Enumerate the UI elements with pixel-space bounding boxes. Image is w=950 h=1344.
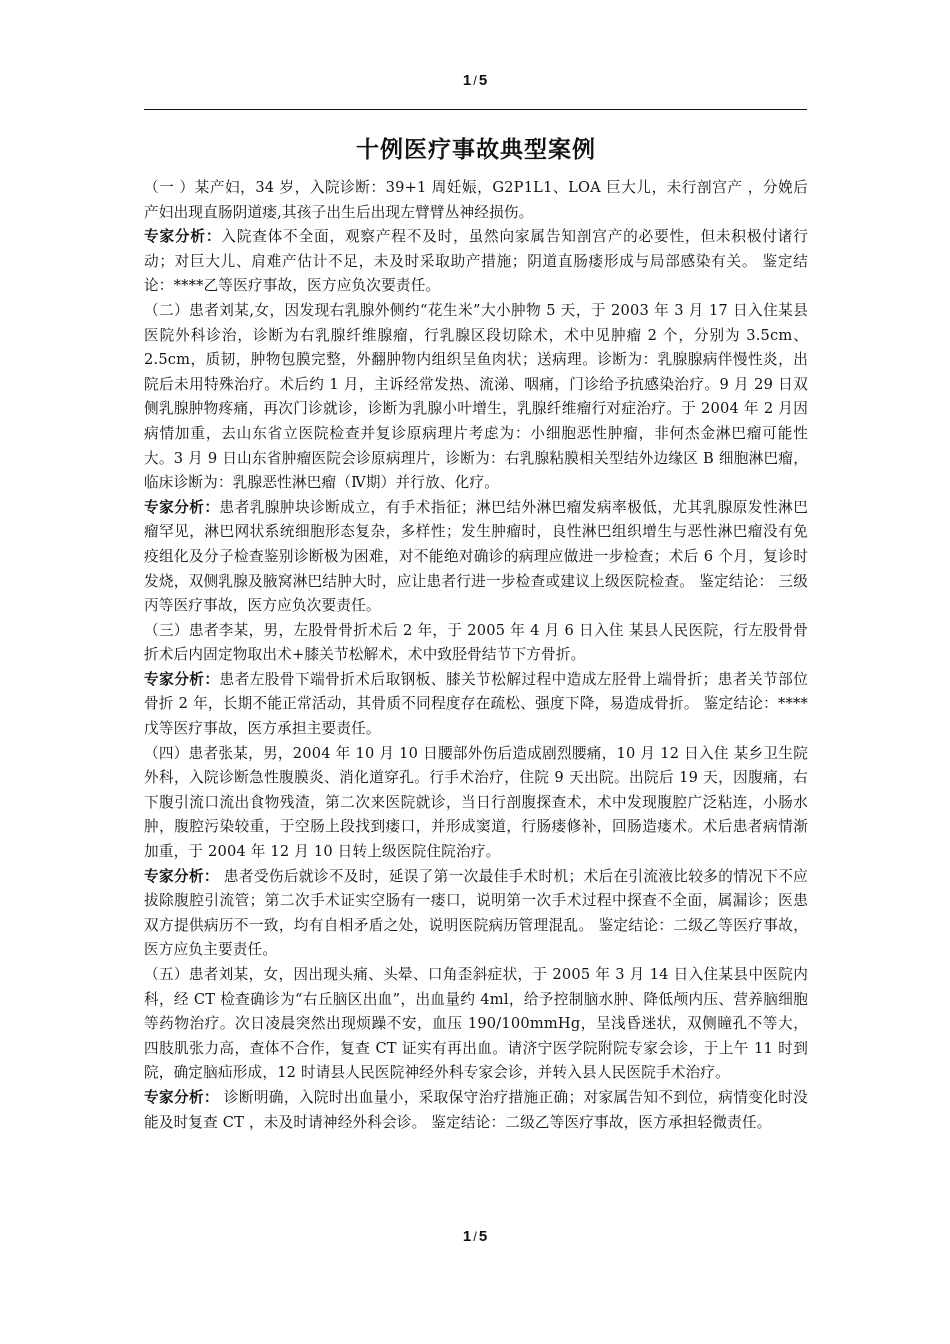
case-description: （五）患者刘某，女，因出现头痛、头晕、口角歪斜症状，于 2005 年 3 月 14 日入住某县中医院内科，经 CT 检查确诊为“右丘脑区出血”，出血量约 4ml，给予控制脑水肿、降低颅内压、营养脑细胞等药物治疗。次日凌晨突然出现烦躁不安，血压 190/100mmHg，呈浅昏迷状，双侧瞳孔不等大，四肢肌张力高，查体不合作，复查 CT 证实有再出血。请济宁医学院附院专家会诊，于上午 11 时到院，确定脑疝形成，12 时请县人民医院神经外科专家会诊，并转入县人民医院手术治疗。 [144,966,808,1082]
case-1 [144,176,808,299]
header-page-current: 1 [462,72,472,89]
header-rule [144,109,807,110]
case-5 [144,963,808,1135]
case-analysis [144,668,808,742]
analysis-label: 专家分析： [144,670,220,688]
analysis-label: 专家分析： [144,498,220,516]
case-4 [144,742,808,963]
footer-page-current: 1 [462,1228,472,1245]
analysis-label: 专家分析： [144,867,219,885]
analysis-label: 专家分析： [144,1088,219,1106]
footer-page-separator: / [473,1229,477,1244]
footer-page-number [0,1228,950,1245]
case-2 [144,299,808,619]
document-title: 十例医疗事故典型案例 [356,137,596,163]
document-body [144,128,808,1135]
case-analysis [144,225,808,299]
analysis-text: 诊断明确，入院时出血量小，采取保守治疗措施正确；对家属告知不到位，病情变化时没能及时复查 CT ，未及时请神经外科会诊。 鉴定结论：二级乙等医疗事故，医方承担轻微责任。 [144,1088,808,1131]
case-description: （三）患者李某，男，左股骨骨折术后 2 年，于 2005 年 4 月 6 日入住 某县人民医院，行左股骨骨折术后内固定物取出术+膝关节松解术，术中致胫骨结节下方骨折。 [144,621,808,664]
case-3 [144,619,808,742]
case-analysis [144,1086,808,1135]
case-description: （一 ）某产妇，34 岁，入院诊断：39+1 周妊娠，G2P1L1、LOA 巨大儿，未行剖宫产 ，分娩后产妇出现直肠阴道瘘,其孩子出生后出现左臂臂丛神经损伤。 [144,179,808,221]
header-page-total: 5 [478,72,488,89]
analysis-text: 患者左股骨下端骨折术后取钢板、膝关节松解过程中造成左胫骨上端骨折；患者关节部位骨折 2 年，长期不能正常活动，其骨质不同程度存在疏松、强度下降，易造成骨折。 鉴定结论：****戊等医疗事故，医方承担主要责任。 [144,670,808,738]
analysis-text: 患者受伤后就诊不及时，延误了第一次最佳手术时机；术后在引流液比较多的情况下不应拔除腹腔引流管；第二次手术证实空肠有一瘘口，说明第一次手术过程中探查不全面，属漏诊；医患双方提供病历不一致，均有自相矛盾之处，说明医院病历管理混乱。 鉴定结论：二级乙等医疗事故，医方应负主要责任。 [144,867,808,959]
case-analysis [144,496,808,619]
case-description: （四）患者张某，男，2004 年 10 月 10 日腰部外伤后造成剧烈腰痛，10 月 12 日入住 某乡卫生院外科，入院诊断急性腹膜炎、消化道穿孔。行手术治疗，住院 9 天出院。出院后 19 天，因腹痛，右下腹引流口流出食物残渣，第二次来医院就诊，当日行剖腹探查术，术中发现腹腔广泛粘连，小肠水肿，腹腔污染较重，于空肠上段找到瘘口，并形成窦道，行肠瘘修补，回肠造瘘术。术后患者病情渐加重，于 2004 年 12 月 10 日转上级医院住院治疗。 [144,744,808,861]
analysis-text: 入院查体不全面，观察产程不及时，虽然向家属告知剖宫产的必要性，但未积极付诸行动；对巨大儿、肩难产估计不足，未及时采取助产措施；阴道直肠瘘形成与局部感染有关。 鉴定结论：****乙等医疗事故，医方应负次要责任。 [144,228,808,295]
header-page-number [0,72,950,89]
case-description: （二）患者刘某,女，因发现右乳腺外侧约“花生米”大小肿物 5 天，于 2003 年 3 月 17 日入住某县医院外科诊治，诊断为右乳腺纤维腺瘤，行乳腺区段切除术，术中见肿瘤 2 个，分别为 3.5cm、2.5cm，质韧，肿物包膜完整，外翻肿物内组织呈鱼肉状；送病理。诊断为：乳腺腺病伴慢性炎，出院后未用特殊治疗。术后约 1 月，主诉经常发热、流涕、咽痛，门诊给予抗感染治疗。9 月 29 日双侧乳腺肿物疼痛，再次门诊就诊，诊断为乳腺小叶增生，乳腺纤维瘤行对症治疗。于 2004 年 2 月因病情加重，去山东省立医院检查并复诊原病理片考虑为：小细胞恶性肿瘤，非何杰金淋巴瘤可能性大。3 月 9 日山东省肿瘤医院会诊原病理片，诊断为：右乳腺粘膜相关型结外边缘区 B 细胞淋巴瘤，临床诊断为：乳腺恶性淋巴瘤（Ⅳ期）并行放、化疗。 [144,301,808,492]
case-analysis [144,865,808,963]
analysis-text: 患者乳腺肿块诊断成立，有手术指征；淋巴结外淋巴瘤发病率极低，尤其乳腺原发性淋巴瘤罕见，淋巴网状系统细胞形态复杂，多样性；发生肿瘤时，良性淋巴组织增生与恶性淋巴瘤没有免疫组化及分子检查鉴别诊断极为困难，对不能绝对确诊的病理应做进一步检查；术后 6 个月，复诊时发烧，双侧乳腺及腋窝淋巴结肿大时，应让患者行进一步检查或建议上级医院检查。 鉴定结论： 三级丙等医疗事故，医方应负次要责任。 [144,498,808,615]
analysis-label: 专家分析： [144,228,222,246]
header-page-separator: / [473,73,477,88]
footer-page-total: 5 [478,1228,488,1245]
